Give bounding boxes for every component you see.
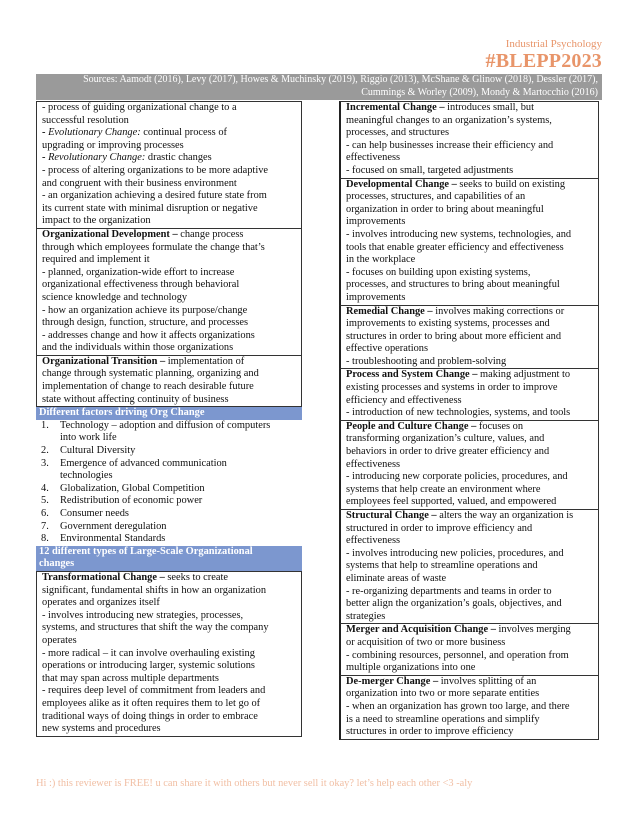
text-line: employees alike as it often requires them to let go of	[42, 697, 261, 709]
list-item	[36, 521, 302, 534]
org-change-box	[36, 101, 302, 229]
text-line: efficiency and effectiveness	[346, 394, 462, 406]
text-line: multiple organizations into one	[346, 662, 476, 674]
factors-header: Different factors driving Org Change	[36, 407, 302, 420]
text-line: organizational effectiveness through behavioral	[42, 279, 240, 291]
left-column	[36, 101, 302, 737]
text-line: in the workplace	[346, 254, 416, 266]
term-desc: involves making corrections or	[432, 305, 565, 317]
text-line: - focused on small, targeted adjustments	[346, 164, 514, 176]
org-transition-box	[36, 356, 302, 407]
text-line	[346, 676, 594, 689]
text-line: through design, function, structure, and processes	[42, 317, 249, 329]
text-line: effectiveness	[346, 458, 401, 470]
revolutionary-term: Revolutionary Change:	[48, 152, 146, 164]
text-line: - an organization achieving a desired future state from	[42, 190, 267, 202]
text-line: traditional ways of doing things in order to embrace	[42, 710, 258, 722]
hashtag-title: #BLEPP2023	[485, 50, 602, 72]
item-text: Technology – adoption and diffusion of computers	[60, 419, 271, 431]
text-line: structures in order to bring about more efficient and	[346, 330, 562, 342]
term: Process and System Change –	[346, 369, 478, 381]
text-line: tools that enable greater efficiency and effectiveness	[346, 241, 564, 253]
text-line: processes, and structures to bring about meaningful	[346, 279, 560, 291]
text-line: employees feel supported, valued, and empowered	[346, 496, 557, 508]
text-line: systems that help to streamline operations and	[346, 560, 538, 572]
list-item	[36, 508, 302, 521]
text-line: improvements	[346, 291, 406, 303]
item-text: Environmental Standards	[60, 533, 166, 545]
list-item	[36, 420, 302, 445]
term-desc: making adjustment to	[477, 369, 571, 381]
text-line: and congruent with their business environment	[42, 177, 237, 189]
text-line	[42, 356, 297, 369]
term-desc: involves splitting of an	[438, 675, 537, 687]
text-line: - when an organization has grown too large, and there	[346, 700, 570, 712]
term: Remedial Change –	[346, 305, 433, 317]
term: Organizational Development –	[42, 228, 178, 240]
text-line: organization into two or more separate entities	[346, 688, 540, 700]
text-line: - more radical – it can involve overhauling existing	[42, 647, 255, 659]
term: People and Culture Change –	[346, 420, 477, 432]
item-text: Emergence of advanced communication	[60, 457, 227, 469]
list-item	[36, 495, 302, 508]
text-line: new systems and procedures	[42, 723, 161, 735]
text-line: operates	[42, 634, 77, 646]
header-line: 12 different types of Large-Scale Organizational	[39, 545, 253, 557]
text-line: - involves introducing new strategies, processes,	[42, 609, 244, 621]
text-line: systems that help create an environment where	[346, 483, 541, 495]
text-line	[346, 421, 594, 434]
text-line: - focuses on building upon existing systems,	[346, 266, 531, 278]
developmental-change-box	[339, 179, 599, 306]
item-text: Government deregulation	[60, 520, 167, 532]
term-desc: change process	[177, 228, 244, 240]
text-line: upgrading or improving processes	[42, 139, 184, 151]
text-line: processes, structures, and capabilities of an	[346, 191, 526, 203]
text-line: meaningful changes to an organization’s systems,	[346, 114, 552, 126]
list-item	[36, 445, 302, 458]
item-number: 3.	[41, 457, 49, 469]
text-line: - involves introducing new policies, procedures, and	[346, 547, 564, 559]
text-line: effective operations	[346, 343, 429, 355]
text-line: implementation of change to reach desirable future	[42, 381, 254, 393]
text-line: existing processes and systems in order to improve	[346, 382, 558, 394]
text-line: impact to the organization	[42, 215, 151, 227]
demerger-change-box	[339, 676, 599, 740]
text-line: - how an organization achieve its purpose/change	[42, 304, 248, 316]
text-line: through which employees formulate the change that’s	[42, 241, 265, 253]
text-line	[346, 624, 594, 637]
term-desc: seeks to create	[164, 571, 228, 583]
text-line: state without affecting continuity of business	[42, 393, 229, 405]
text-line: - addresses change and how it affects organizations	[42, 329, 255, 341]
item-text: Redistribution of economic power	[60, 495, 203, 507]
text-line: is a need to streamline operations and simplify	[346, 713, 540, 725]
text-line: improvements	[346, 216, 406, 228]
item-number: 4.	[41, 482, 49, 494]
list-item	[36, 458, 302, 483]
incremental-change-box	[339, 101, 599, 179]
text-line: - requires deep level of commitment from leaders and	[42, 685, 266, 697]
item-text: into work life	[60, 432, 117, 444]
text-line: - introduction of new technologies, systems, and tools	[346, 407, 571, 419]
text-line: - planned, organization-wide effort to increase	[42, 266, 235, 278]
text-line	[346, 510, 594, 523]
right-column	[339, 101, 599, 740]
text-line: structures in order to improve efficiency	[346, 726, 514, 738]
term: Structural Change –	[346, 510, 437, 521]
term-desc: focuses on	[476, 420, 524, 432]
text-line: - process of guiding organizational change to a	[42, 102, 237, 113]
list-item	[36, 533, 302, 546]
text-line: or acquisition of two or more business	[346, 636, 506, 648]
text-line: - introducing new corporate policies, procedures, and	[346, 471, 568, 483]
text-line: - re-organizing departments and teams in order to	[346, 585, 552, 597]
text-line: operates and organizes itself	[42, 597, 160, 609]
term: Developmental Change –	[346, 178, 457, 190]
text-line: - Revolutionary Change: drastic changes	[42, 152, 212, 164]
term-desc: introduces small, but	[444, 102, 534, 113]
text-line: behaviors in order to drive greater efficiency and	[346, 446, 550, 458]
text-line: effectiveness	[346, 535, 401, 547]
text-line	[346, 179, 594, 192]
structural-change-box	[339, 510, 599, 624]
process-system-change-box	[339, 369, 599, 420]
item-number: 2.	[41, 445, 49, 457]
text-line: - can help businesses increase their efficiency and	[346, 139, 554, 151]
term-desc: seeks to build on existing	[456, 178, 566, 190]
term: Merger and Acquisition Change –	[346, 624, 496, 636]
text-line: operations or introducing larger, systemic solutions	[42, 660, 255, 672]
text-line: - troubleshooting and problem-solving	[346, 355, 507, 367]
text-line: - Evolutionary Change: continual process of	[42, 127, 227, 139]
text-line	[42, 572, 297, 585]
term: Incremental Change –	[346, 102, 445, 113]
text-line: structured in order to improve efficiency and	[346, 522, 533, 534]
text-line: - combining resources, personnel, and operation from	[346, 649, 569, 661]
subject-label: Industrial Psychology	[505, 38, 602, 50]
types-header	[36, 546, 302, 571]
factors-list	[36, 420, 302, 546]
text-line: strategies	[346, 610, 386, 622]
text-line: effectiveness	[346, 152, 401, 164]
text-line: required and implement it	[42, 254, 150, 266]
text-line	[346, 102, 594, 115]
item-number: 1.	[41, 419, 49, 431]
text-line: - involves introducing new systems, technologies, and	[346, 228, 572, 240]
text-line: - process of altering organizations to be more adaptive	[42, 164, 269, 176]
evolutionary-term: Evolutionary Change:	[48, 127, 141, 139]
term: Organizational Transition –	[42, 355, 166, 367]
item-number: 7.	[41, 520, 49, 532]
term: De-merger Change –	[346, 675, 439, 687]
people-culture-change-box	[339, 421, 599, 510]
term: Transformational Change –	[42, 571, 165, 583]
list-item	[36, 483, 302, 496]
footer-note: Hi :) this reviewer is FREE! u can share it with others but never sell it okay? let’s help each other <3 -aly	[36, 778, 473, 789]
item-text: Globalization, Global Competition	[60, 482, 205, 494]
term-desc: involves merging	[495, 624, 571, 636]
text-line: its current state with minimal disruption or negative	[42, 202, 258, 214]
item-number: 6.	[41, 508, 49, 519]
term-desc: alters the way an organization is	[436, 510, 574, 521]
text-line	[346, 369, 594, 382]
item-number: 5.	[41, 495, 49, 507]
text-line: significant, fundamental shifts in how an organization	[42, 584, 267, 596]
text-line: science knowledge and technology	[42, 291, 188, 303]
text-line: eliminate areas of waste	[346, 572, 447, 584]
text-line: improvements to existing systems, processes and	[346, 318, 550, 330]
transformational-change-box	[36, 571, 302, 737]
evolutionary-desc: continual process of	[140, 127, 227, 139]
text-line: change through systematic planning, organizing and	[42, 368, 259, 380]
item-text: Cultural Diversity	[60, 445, 136, 457]
item-number: 8.	[41, 533, 49, 545]
text-line: that may span across multiple departments	[42, 672, 219, 684]
text-line	[346, 306, 594, 319]
sources-banner: Sources: Aamodt (2016), Levy (2017), Howes & Muchinsky (2019), Riggio (2013), McShane & Glinow (2018), Dessler (2017), Cummings & Worley (2009), Mondy & Martocchio (2016)	[36, 74, 602, 100]
text-line: systems, and structures that shift the way the company	[42, 622, 269, 634]
text-line: transforming organization’s culture, values, and	[346, 433, 545, 445]
org-development-box	[36, 229, 302, 356]
item-text: Consumer needs	[60, 508, 129, 519]
remedial-change-box	[339, 306, 599, 370]
text-line: successful resolution	[42, 114, 129, 126]
revolutionary-desc: drastic changes	[145, 152, 212, 164]
text-line: organization in order to bring about meaningful	[346, 203, 544, 215]
text-line: better align the organization’s goals, objectives, and	[346, 598, 562, 610]
term-desc: implementation of	[165, 355, 245, 367]
item-text: technologies	[60, 470, 113, 482]
header-line: changes	[39, 558, 75, 570]
text-line: and the individuals within those organizations	[42, 342, 234, 354]
text-line	[42, 229, 297, 242]
text-line: processes, and structures	[346, 127, 450, 139]
merger-acquisition-change-box	[339, 624, 599, 675]
